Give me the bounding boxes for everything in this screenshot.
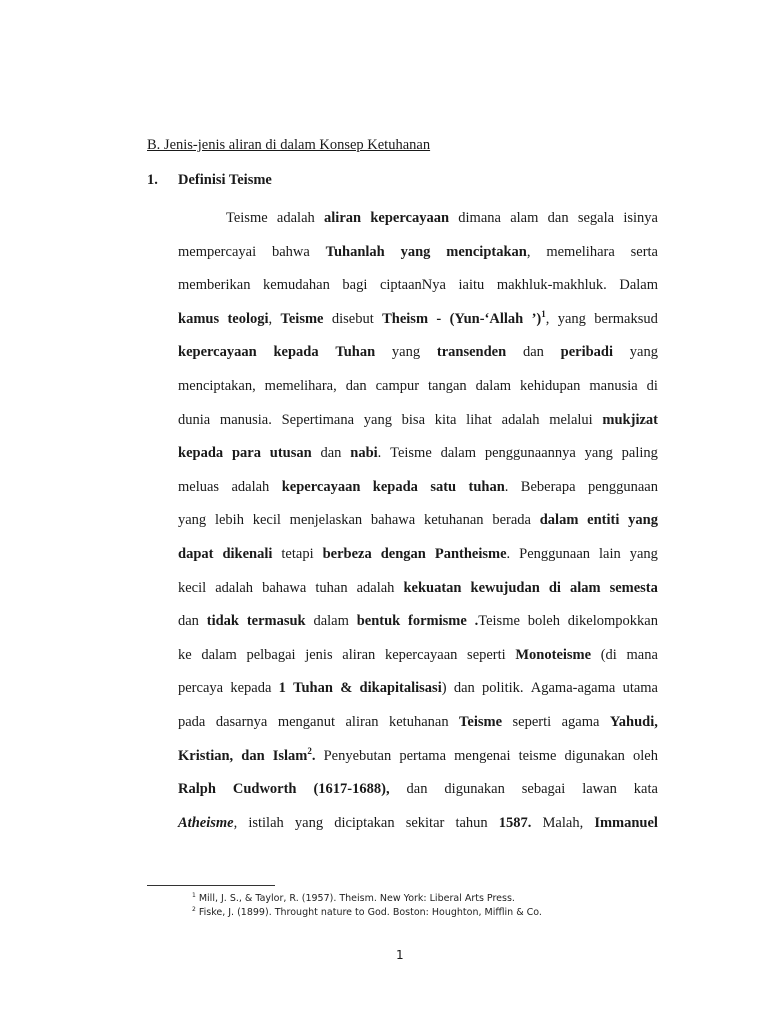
word: (di	[600, 646, 617, 663]
word: kepercayaan	[384, 646, 458, 663]
word: tuhan	[315, 579, 348, 596]
word: percaya	[178, 680, 224, 697]
word: kepercayaan	[281, 478, 361, 495]
word: utama	[622, 680, 658, 697]
word: bahawa	[370, 512, 416, 529]
word: Sepertimana	[281, 411, 355, 428]
word: dasarnya	[215, 713, 268, 730]
word: dikapitalisasi)	[359, 680, 447, 697]
word: dalam	[539, 512, 579, 529]
word: melalui	[549, 411, 593, 428]
word: yang	[557, 310, 586, 327]
word: Teisme	[280, 310, 324, 327]
word: oleh	[632, 747, 658, 764]
word: .Teisme	[474, 613, 520, 630]
word: manusia	[589, 377, 638, 394]
word: lawan	[582, 781, 617, 798]
word: Malah,	[542, 814, 584, 831]
word: politik.	[482, 680, 524, 697]
word: transenden	[436, 344, 507, 361]
footnote-text: Mill, J. S., & Taylor, R. (1957). Theism. New York: Liberal Arts Press.	[195, 893, 515, 904]
word: tahun	[455, 814, 488, 831]
word: memelihara	[546, 243, 615, 260]
word: tidak	[206, 613, 239, 630]
word: ciptaanNya	[379, 277, 446, 294]
footnote-marker: 1	[192, 891, 196, 899]
word: (1617-1688),	[313, 781, 390, 798]
word: &	[340, 680, 353, 697]
paragraph-line	[178, 710, 658, 744]
word: dikelompokkan	[567, 613, 658, 630]
word: alam	[510, 210, 539, 226]
word: penggunaan	[587, 478, 658, 495]
word: memberikan	[178, 277, 251, 294]
word: kehidupan	[520, 377, 581, 394]
word: Penggunaan	[519, 545, 591, 562]
footnote-text: Fiske, J. (1899). Throught nature to God. Boston: Houghton, Mifflin & Co.	[195, 907, 542, 918]
word: 1587.	[498, 814, 532, 831]
word: kamus	[178, 310, 220, 327]
word: kita	[434, 411, 457, 428]
word: 1	[278, 680, 286, 697]
paragraph-line	[178, 542, 658, 576]
word: utusan	[269, 445, 312, 462]
word: (Yun-‘Allah	[449, 310, 524, 327]
footnote-separator	[147, 885, 275, 886]
word: dan	[406, 781, 428, 798]
word: yang	[178, 512, 207, 529]
word: Beberapa	[520, 478, 576, 495]
word: Kristian,	[178, 747, 234, 764]
word: Ralph	[178, 781, 216, 798]
word: tangan	[428, 377, 467, 394]
footnotes	[192, 892, 542, 920]
word: bermaksud	[594, 310, 658, 327]
word: aliran	[342, 646, 376, 663]
subsection-heading	[147, 172, 272, 189]
paragraph-line	[178, 609, 658, 643]
word: formisme	[408, 613, 467, 630]
word: Teisme	[226, 210, 268, 226]
word: digunakan	[444, 781, 505, 798]
word: peribadi	[560, 344, 614, 361]
paragraph-line	[178, 508, 658, 542]
word: dunia	[178, 411, 211, 428]
word: Theism	[382, 310, 429, 327]
word: manusia.	[219, 411, 272, 428]
word: pertama	[399, 747, 447, 764]
word: kepercayaan	[178, 344, 257, 361]
word: tuhan.	[468, 478, 509, 495]
paragraph-line	[178, 643, 658, 677]
word: teisme	[518, 747, 557, 764]
word: dalam	[313, 613, 349, 630]
footnote-item	[192, 892, 542, 906]
word: yang	[628, 512, 658, 529]
word: segala	[577, 210, 615, 226]
paragraph-line	[178, 374, 658, 408]
word: kepada	[178, 445, 224, 462]
word: adalah	[215, 579, 254, 596]
word: digunakan	[564, 747, 625, 764]
word: boleh	[527, 613, 560, 630]
word: dalam	[201, 646, 237, 663]
word: dalam	[440, 445, 477, 462]
word: ke	[178, 646, 192, 663]
word: dan	[241, 747, 265, 764]
word: Tuhan	[293, 680, 333, 697]
section-heading: B. Jenis-jenis aliran di dalam Konsep Ketuhanan	[147, 137, 431, 153]
word: makhluk-makhluk.	[496, 277, 607, 294]
word: dimana	[458, 210, 501, 226]
word: paling	[621, 445, 658, 462]
word: mukjizat	[602, 411, 658, 428]
paragraph-line	[178, 744, 658, 778]
word: seperti	[512, 713, 552, 730]
word: kekuatan	[403, 579, 462, 596]
subsection-number: 1.	[147, 172, 158, 188]
paragraph-line	[178, 408, 658, 442]
word: semesta	[609, 579, 658, 596]
word: dan	[320, 445, 342, 462]
word: berada	[492, 512, 531, 529]
word: kemudahan	[263, 277, 330, 294]
word: Tuhan	[335, 344, 376, 361]
word: menganut	[277, 713, 336, 730]
word: nabi.	[350, 445, 382, 462]
word: adalah	[501, 411, 540, 428]
word: yang	[629, 344, 658, 361]
word: Penyebutan	[323, 747, 392, 764]
word: Teisme	[390, 445, 432, 462]
word: diciptakan	[334, 814, 395, 831]
word: menciptakan,	[446, 243, 531, 260]
paragraph-line	[178, 240, 658, 274]
word: campur	[375, 377, 420, 394]
word: di	[646, 377, 658, 394]
word: Tuhanlah	[325, 243, 385, 260]
word: teologi,	[227, 310, 273, 327]
word: adalah	[276, 210, 315, 226]
word: dan	[522, 344, 544, 361]
subsection-title: Definisi Teisme	[178, 172, 272, 188]
word: disebut	[331, 310, 374, 327]
word: berbeza	[322, 545, 372, 562]
word: kepada	[230, 680, 272, 697]
footnote-marker: 2	[192, 905, 196, 913]
word: dengan	[380, 545, 426, 562]
word: dan	[547, 210, 569, 226]
word: tetapi	[281, 545, 314, 562]
word: di	[548, 579, 561, 596]
word: kecil	[178, 579, 207, 596]
word: kepada	[372, 478, 418, 495]
word: kecil	[252, 512, 281, 529]
word: yang	[584, 445, 613, 462]
word: kewujudan	[470, 579, 540, 596]
word: penggunaannya	[484, 445, 576, 462]
word: sebagai	[521, 781, 566, 798]
paragraph-line	[178, 441, 658, 475]
word: dan	[345, 377, 367, 394]
word: Agama-agama	[530, 680, 616, 697]
paragraph-line	[178, 777, 658, 811]
word: bentuk	[356, 613, 401, 630]
word: dapat	[178, 545, 214, 562]
word: dan	[453, 680, 475, 697]
word: termasuk	[246, 613, 306, 630]
word: isinya	[623, 210, 658, 226]
word: dikenali	[222, 545, 273, 562]
footnote-item	[192, 906, 542, 920]
word: yang	[400, 243, 431, 260]
word: agama	[561, 713, 600, 730]
word: pada	[178, 713, 206, 730]
word: meluas	[178, 478, 220, 495]
word: kepada	[273, 344, 319, 361]
word: kata	[633, 781, 658, 798]
paragraph-line	[178, 676, 658, 710]
word: ketuhanan	[423, 512, 484, 529]
word: para	[231, 445, 261, 462]
word: serta	[630, 243, 658, 260]
word: mana	[626, 646, 658, 663]
word: satu	[430, 478, 457, 495]
page-number: 1	[396, 948, 404, 962]
word: Atheisme,	[178, 814, 238, 831]
word: pelbagai	[246, 646, 296, 663]
word: bahwa	[271, 243, 310, 260]
word: Teisme	[459, 713, 503, 730]
word: Yahudi,	[609, 713, 658, 730]
word: bagi	[342, 277, 368, 294]
paragraph-line	[178, 576, 658, 610]
word: menciptakan,	[178, 377, 256, 394]
word: mengenai	[454, 747, 511, 764]
paragraph-line	[178, 340, 658, 374]
paragraph-line	[178, 206, 658, 240]
word: memelihara,	[264, 377, 337, 394]
word: Immanuel	[594, 814, 658, 831]
word: Dalam	[619, 277, 658, 294]
word: yang	[629, 545, 658, 562]
word: lebih	[214, 512, 244, 529]
word: yang	[294, 814, 324, 831]
body-paragraph	[178, 206, 658, 844]
word: lain	[599, 545, 621, 562]
word: lihat	[466, 411, 492, 428]
word: adalah	[231, 478, 270, 495]
paragraph-line	[178, 475, 658, 509]
word: Pantheisme.	[434, 545, 511, 562]
word: istilah	[248, 814, 284, 831]
word: aliran	[324, 210, 362, 226]
word: menjelaskan	[289, 512, 363, 529]
word: alam	[569, 579, 601, 596]
word: bisa	[401, 411, 426, 428]
word: yang	[363, 411, 392, 428]
word: Cudworth	[232, 781, 297, 798]
word: iaitu	[458, 277, 485, 294]
word: ketuhanan	[388, 713, 449, 730]
word: mempercayai	[178, 243, 257, 260]
word: seperti	[467, 646, 506, 663]
word: dalam	[475, 377, 512, 394]
word: Islam$^2$.	[272, 745, 316, 764]
word: bahawa	[262, 579, 307, 596]
word: dan	[178, 613, 199, 630]
paragraph-line	[178, 273, 658, 307]
word: Monoteisme	[515, 646, 592, 663]
word: ’)$^1$,	[531, 308, 550, 327]
word: jenis	[305, 646, 333, 663]
paragraph-line	[178, 811, 658, 845]
word: entiti	[587, 512, 620, 529]
word: aliran	[345, 713, 379, 730]
word: -	[436, 310, 442, 327]
word: sekitar	[405, 814, 445, 831]
paragraph-line	[178, 307, 658, 341]
word: adalah	[356, 579, 395, 596]
word: kepercayaan	[370, 210, 450, 226]
word: yang	[391, 344, 421, 361]
